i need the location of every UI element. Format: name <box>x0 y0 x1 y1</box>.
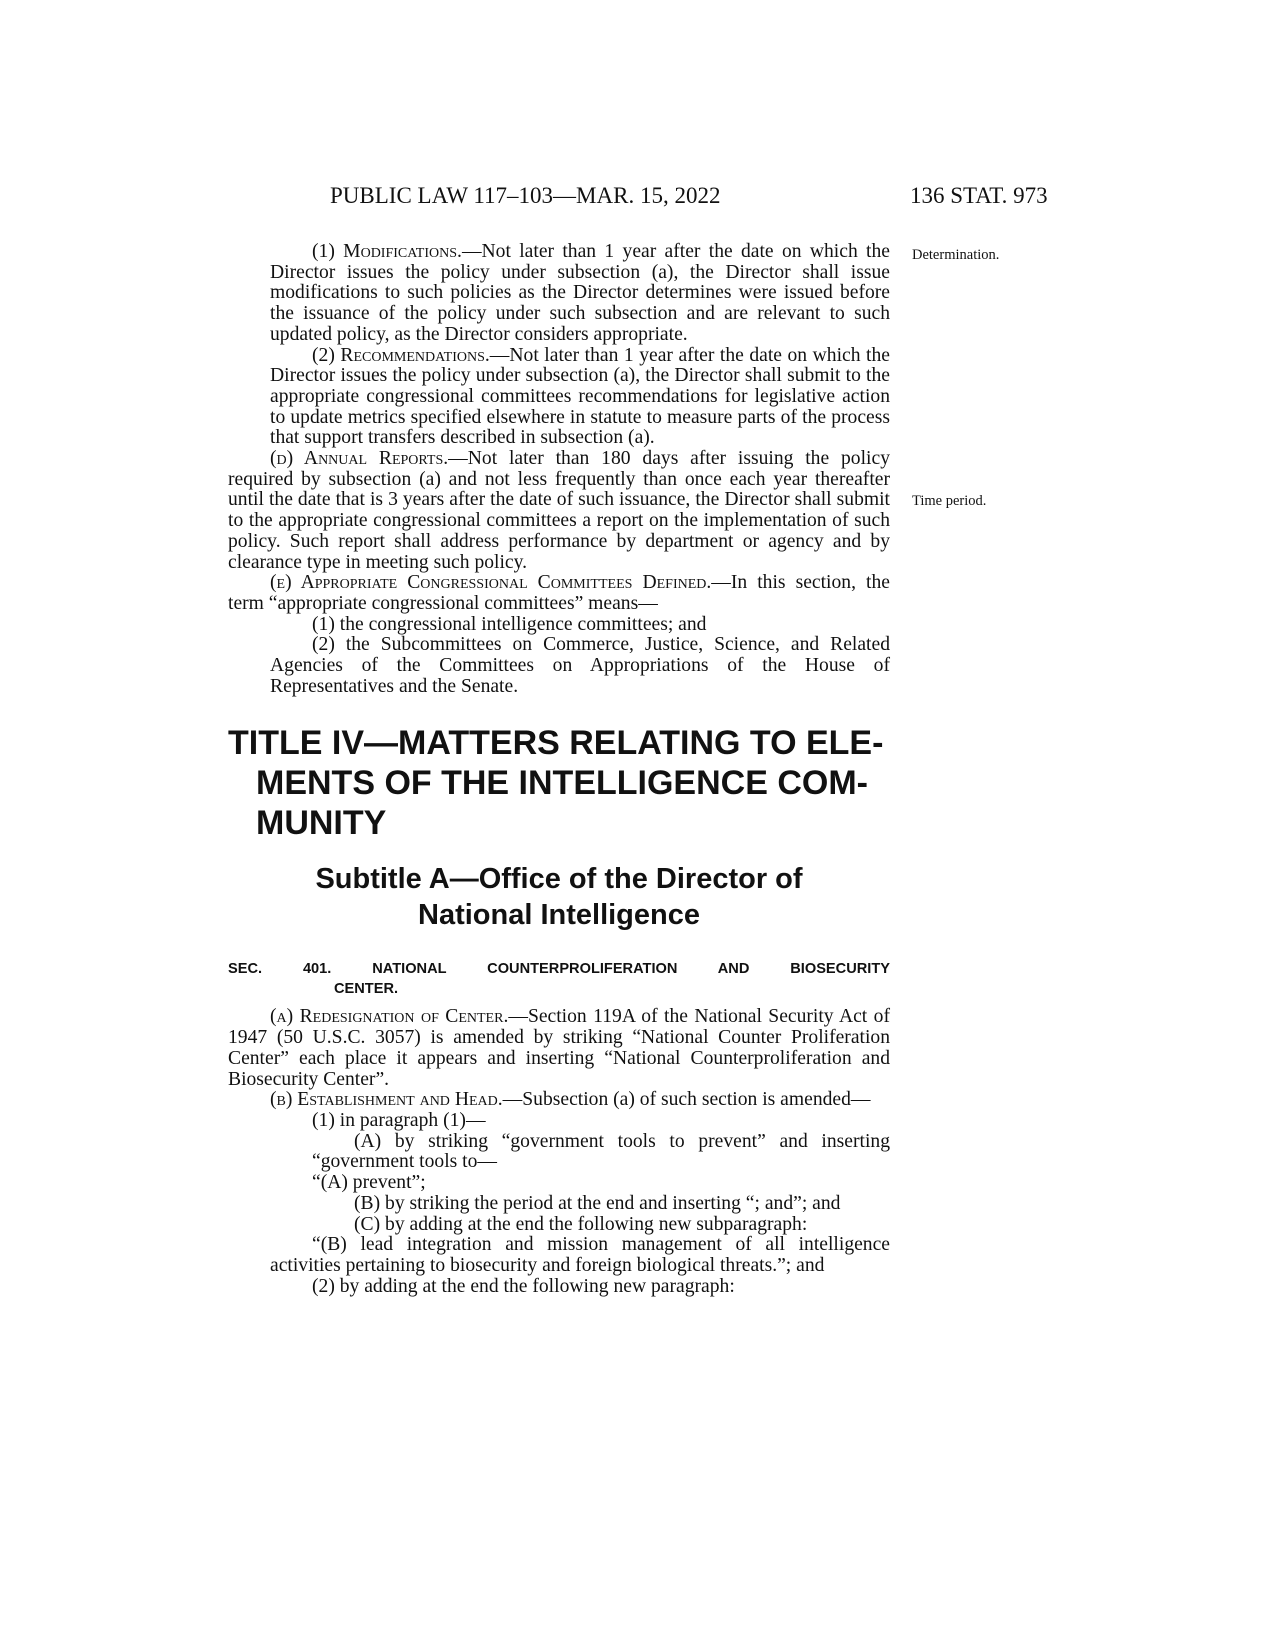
running-header-citation: PUBLIC LAW 117–103—MAR. 15, 2022 <box>330 183 721 208</box>
paragraph-label: (2) Recommendations. <box>312 344 490 366</box>
quoted-text-bC: “(B) lead integration and mission management of all intelligence activities pertaining to biosecurity and foreign biological threats.”; and <box>270 1234 890 1276</box>
paragraph-a <box>228 1007 890 1090</box>
paragraph-label: (e) Appropriate Congressional Committees Defined. <box>270 572 712 594</box>
subtitle-line: Subtitle A—Office of the Director of <box>315 863 803 896</box>
paragraph-bA: (A) by striking “government tools to prevent” and inserting “government tools to— <box>312 1130 890 1173</box>
title-line: MUNITY <box>256 804 387 843</box>
paragraph-bB: (B) by striking the period at the end and inserting “; and”; and <box>354 1192 841 1214</box>
section-heading-line: SEC. 401. NATIONAL COUNTERPROLIFERATION AND BIOSECURITY <box>228 961 890 978</box>
title-line: TITLE IV—MATTERS RELATING TO ELE- <box>228 724 884 763</box>
page-number: 136 STAT. 973 <box>910 183 1048 208</box>
paragraph-b <box>228 1090 890 1111</box>
paragraph-text: —Section 119A of the National Security Act of 1947 (50 U.S.C. 3057) is amended by striking “National Counter Proliferation Center” each place it appears and inserting “National Counterproliferation and Biosecurity Center”. <box>228 1006 890 1090</box>
quoted-text-bA: “(A) prevent”; <box>312 1172 426 1194</box>
paragraph-e <box>228 573 890 614</box>
paragraph-d <box>228 449 890 573</box>
paragraph-c1 <box>270 242 890 346</box>
section-heading-line: CENTER. <box>334 981 399 998</box>
paragraph-b2: (2) by adding at the end the following new paragraph: <box>312 1275 735 1297</box>
paragraph-text: —In this section, the term “appropriate congressional committees” means— <box>228 572 890 614</box>
title-heading <box>228 723 890 843</box>
paragraph-e2: (2) the Subcommittees on Commerce, Justice, Science, and Related Agencies of the Committees on Appropriations of the House of Representatives and the Senate. <box>270 634 890 697</box>
paragraph-b1: (1) in paragraph (1)— <box>312 1109 486 1131</box>
paragraph-label: (1) Modifications. <box>312 241 462 262</box>
paragraph-text: —Not later than 1 year after the date on which the Director issues the policy under subsection (a), the Director shall issue modifications to such policies as the Director determines were issued before the issuance of the policy under such subsection and are relevant to such updated policy, as the Director considers appropriate. <box>270 241 890 345</box>
subtitle-heading <box>228 861 890 933</box>
paragraph-text: —Not later than 1 year after the date on which the Director issues the policy under subsection (a), the Director shall submit to the appropriate congressional committees recommendations for legislative action to update metrics specified elsewhere in statute to measure parts of the process that support transfers described in subsection (a). <box>270 344 890 449</box>
title-line: MENTS OF THE INTELLIGENCE COM- <box>256 764 868 803</box>
paragraph-label: (a) Redesignation of Center. <box>270 1006 509 1028</box>
paragraph-bC: (C) by adding at the end the following new subparagraph: <box>354 1213 808 1235</box>
paragraph-e1: (1) the congressional intelligence committees; and <box>312 613 707 635</box>
paragraph-text: —Not later than 180 days after issuing the policy required by subsection (a) and not less frequently than once each year thereafter until the date that is 3 years after the date of such issuance, the Director shall submit to the appropriate congressional committees a report on the implementation of such policy. Such report shall address performance by department or agency and by clearance type in meeting such policy. <box>228 448 890 573</box>
paragraph-text: —Subsection (a) of such section is amended— <box>502 1089 871 1111</box>
paragraph-label: (d) Annual Reports. <box>270 448 449 470</box>
paragraph-c2 <box>270 346 890 450</box>
subtitle-line: National Intelligence <box>418 899 700 932</box>
section-heading <box>228 959 890 999</box>
paragraph-label: (b) Establishment and Head. <box>270 1089 503 1111</box>
margin-note-time-period: Time period. <box>912 493 987 509</box>
page-body <box>228 242 890 1297</box>
margin-note-determination: Determination. <box>912 247 1000 263</box>
